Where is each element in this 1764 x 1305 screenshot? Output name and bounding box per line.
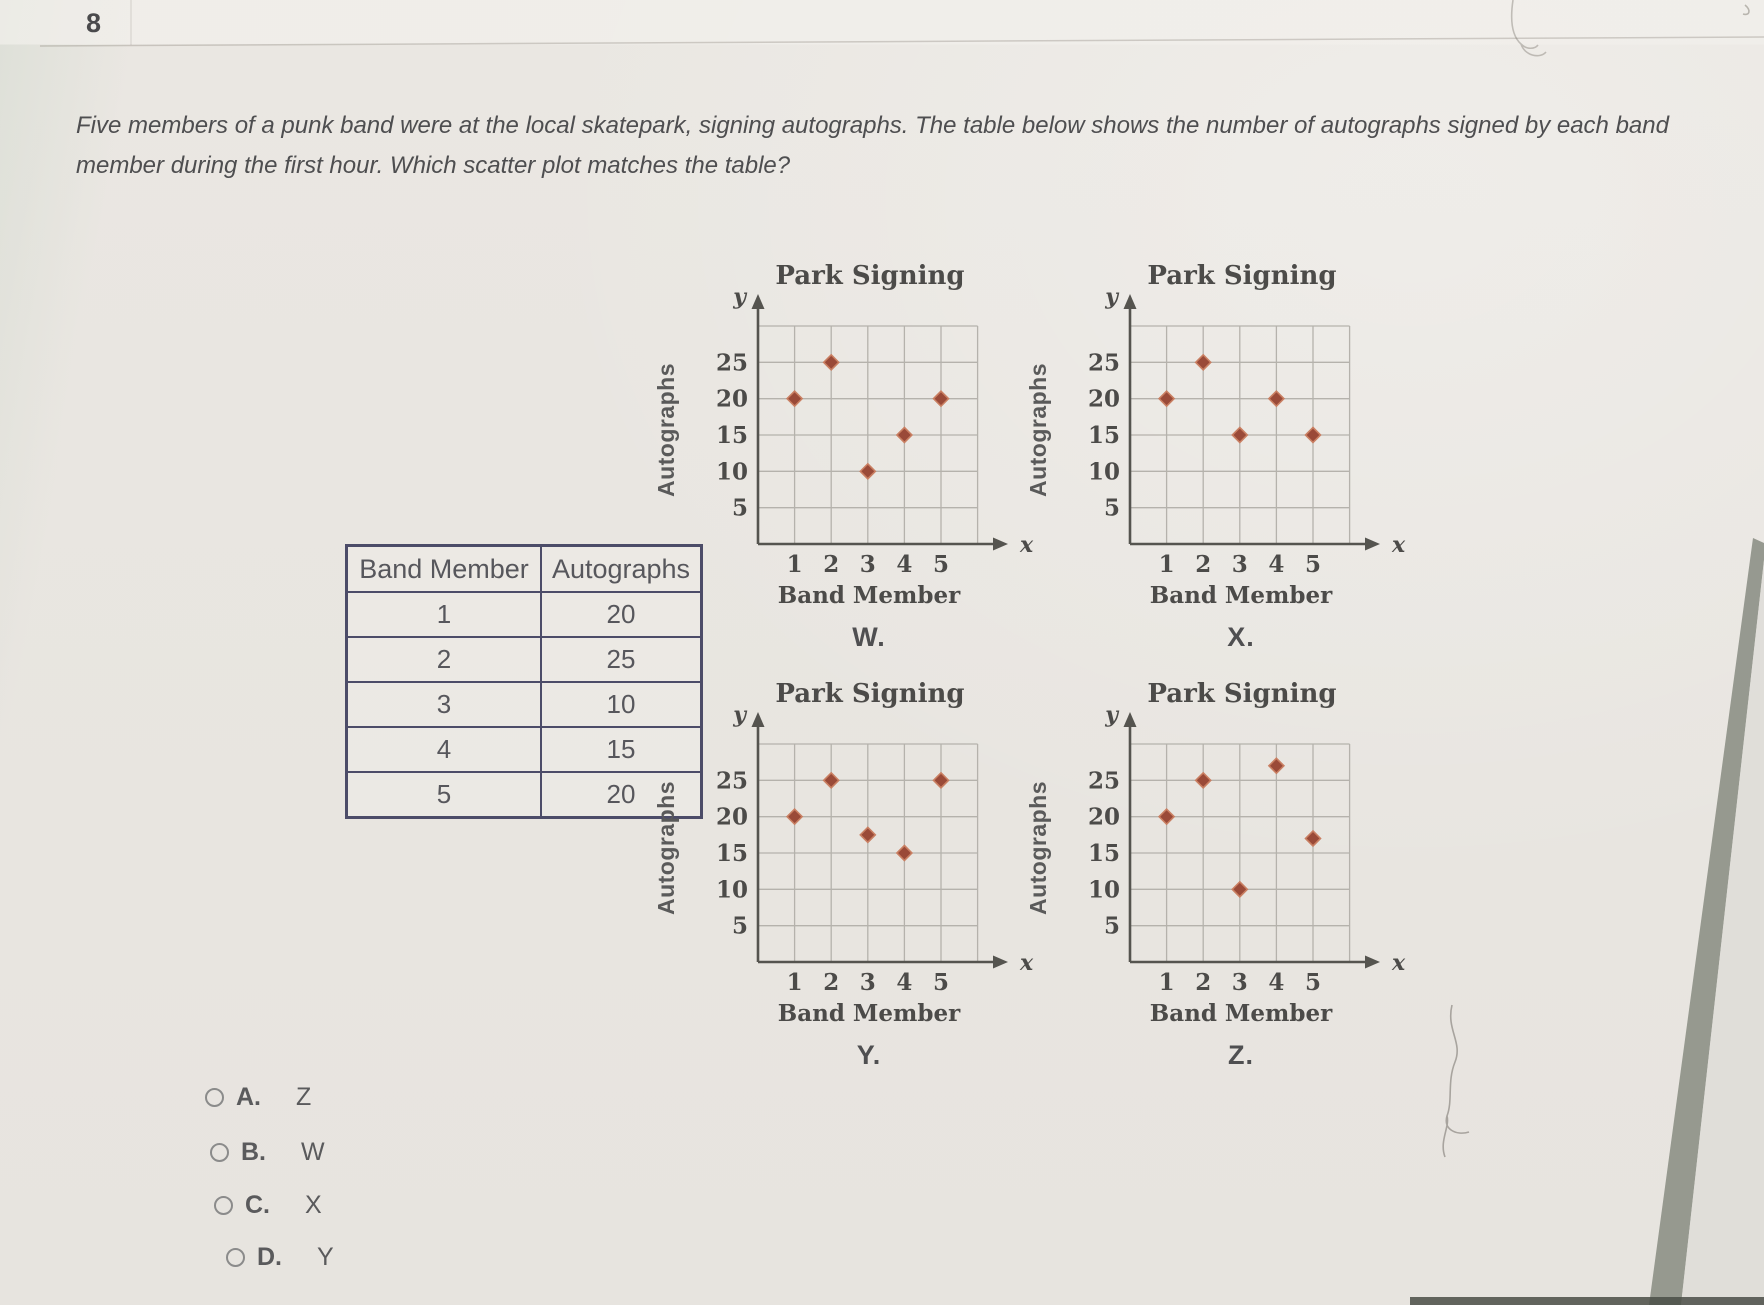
data-point (1159, 809, 1174, 824)
x-axis-label: Band Member (1149, 1000, 1333, 1027)
x-tick-label: 5 (932, 969, 950, 996)
table-header-cell: Band Member (347, 546, 542, 593)
table-cell: 20 (541, 592, 702, 637)
table-cell: 15 (541, 727, 702, 772)
y-tick-label: 20 (1087, 803, 1120, 831)
y-tick-label: 20 (715, 385, 748, 413)
plot-letter-label: X. (1227, 622, 1255, 652)
y-tick-label: 10 (1087, 876, 1120, 904)
y-tick-label: 10 (715, 458, 748, 486)
x-axis-arrow (993, 538, 1008, 551)
x-tick-label: 4 (1268, 969, 1285, 996)
plot-letter-label: Z. (1228, 1040, 1254, 1070)
y-tick-label: 20 (1087, 385, 1120, 413)
table-cell: 5 (347, 772, 542, 818)
answer-option-x[interactable] (214, 1191, 322, 1220)
crease-hook-top-right (1512, 0, 1546, 56)
x-axis-arrow (1365, 538, 1380, 551)
y-tick-label: 5 (731, 912, 748, 940)
y-tick-label: 25 (1087, 349, 1120, 377)
answer-option-y[interactable] (226, 1243, 334, 1272)
x-axis-letter: x (1392, 532, 1406, 558)
x-tick-label: 1 (1158, 969, 1175, 996)
y-tick-label: 10 (715, 876, 748, 904)
plot-letter-label: Y. (856, 1040, 882, 1070)
corner-mark (1743, 5, 1749, 14)
x-tick-label: 3 (859, 551, 876, 578)
plot-title: Park Signing (1147, 679, 1337, 709)
data-point (1269, 391, 1284, 406)
y-axis-arrow (1124, 712, 1137, 727)
x-axis-label: Band Member (1149, 582, 1333, 609)
x-axis-arrow (993, 956, 1008, 969)
table-header-cell: Autographs (541, 546, 702, 593)
y-axis-title: Autographs (653, 362, 679, 498)
y-axis-title: Autographs (1025, 780, 1051, 916)
table-cell: 4 (347, 727, 542, 772)
data-point (1269, 758, 1284, 773)
radio-button[interactable] (205, 1088, 224, 1107)
answer-letter: B. (241, 1138, 266, 1166)
data-point (860, 827, 875, 842)
data-point (1306, 831, 1321, 846)
data-point (934, 773, 949, 788)
data-point (824, 355, 839, 370)
question-text: Five members of a punk band were at the local skatepark, signing autographs. The table below shows the number of autographs signed by each band member during the first hour. Which scatter plot matches the table? (76, 112, 1669, 179)
y-tick-label: 25 (715, 767, 748, 795)
x-axis-letter: x (1020, 532, 1034, 558)
data-point (1159, 391, 1174, 406)
table-cell: 10 (541, 682, 702, 727)
scatter-plot-svg-Z (1012, 666, 1412, 996)
x-tick-label: 1 (786, 969, 803, 996)
answer-option-w[interactable] (210, 1138, 325, 1167)
y-tick-label: 15 (1087, 840, 1120, 867)
x-tick-label: 5 (1304, 551, 1322, 578)
scatter-plot-svg-X (1012, 248, 1412, 578)
plot-title: Park Signing (1147, 261, 1337, 291)
photo-bottom-edge (1410, 1297, 1764, 1305)
answer-value: W (301, 1138, 325, 1166)
y-axis-title: Autographs (1025, 362, 1051, 498)
x-tick-label: 5 (1304, 969, 1322, 996)
x-tick-label: 4 (1268, 551, 1285, 578)
y-axis-letter: y (1105, 702, 1118, 728)
scatter-plot-W (640, 248, 1040, 678)
question-number: 8 (86, 8, 102, 38)
crease-line-top (40, 37, 1764, 46)
table-cell: 2 (347, 637, 542, 682)
x-tick-label: 4 (896, 969, 913, 996)
y-axis-title: Autographs (653, 780, 679, 916)
photo-edge-light (1681, 560, 1764, 1305)
scatter-plot-Z (1012, 666, 1412, 1096)
plot-title: Park Signing (775, 261, 965, 291)
x-tick-label: 3 (859, 969, 876, 996)
y-tick-label: 5 (731, 494, 748, 522)
data-point (897, 846, 912, 861)
answer-letter: D. (257, 1243, 282, 1271)
x-axis-arrow (1365, 956, 1380, 969)
radio-button[interactable] (226, 1248, 245, 1267)
x-axis-letter: x (1020, 950, 1034, 976)
y-tick-label: 5 (1103, 494, 1120, 522)
y-tick-label: 15 (715, 422, 748, 449)
x-tick-label: 3 (1231, 969, 1248, 996)
y-tick-label: 15 (715, 840, 748, 867)
data-point (897, 428, 912, 443)
plot-letter-label: W. (852, 622, 886, 652)
data-point (1232, 882, 1247, 897)
data-point (860, 464, 875, 479)
x-tick-label: 1 (786, 551, 803, 578)
x-axis-letter: x (1392, 950, 1406, 976)
x-tick-label: 1 (1158, 551, 1175, 578)
y-axis-arrow (1124, 294, 1137, 309)
answer-value: Z (296, 1083, 312, 1111)
y-tick-label: 5 (1103, 912, 1120, 940)
scatter-plot-Y (640, 666, 1040, 1096)
data-point (1196, 773, 1211, 788)
y-axis-arrow (752, 294, 765, 309)
data-point (934, 391, 949, 406)
scatter-plot-X (1012, 248, 1412, 678)
table-cell: 25 (541, 637, 702, 682)
x-axis-label: Band Member (777, 1000, 961, 1027)
answer-value: X (305, 1191, 322, 1219)
y-tick-label: 25 (1087, 767, 1120, 795)
y-axis-arrow (752, 712, 765, 727)
scatter-plot-svg-Y (640, 666, 1040, 996)
table-cell: 1 (347, 592, 542, 637)
y-axis-letter: y (1105, 284, 1118, 310)
answer-letter: A. (236, 1083, 261, 1111)
data-point (824, 773, 839, 788)
scatter-plot-svg-W (640, 248, 1040, 578)
radio-button[interactable] (210, 1143, 229, 1162)
photo-edge-band (1649, 538, 1764, 1305)
x-tick-label: 2 (1195, 551, 1212, 578)
y-tick-label: 25 (715, 349, 748, 377)
x-tick-label: 4 (896, 551, 913, 578)
data-point (1232, 428, 1247, 443)
x-tick-label: 2 (1195, 969, 1212, 996)
data-point (787, 809, 802, 824)
data-point (787, 391, 802, 406)
y-tick-label: 10 (1087, 458, 1120, 486)
answer-letter: C. (245, 1191, 270, 1219)
radio-button[interactable] (214, 1196, 233, 1215)
x-tick-label: 5 (932, 551, 950, 578)
x-tick-label: 2 (823, 551, 840, 578)
table-cell: 20 (541, 772, 702, 818)
x-axis-label: Band Member (777, 582, 961, 609)
x-tick-label: 3 (1231, 551, 1248, 578)
data-point (1306, 428, 1321, 443)
y-tick-label: 20 (715, 803, 748, 831)
hair-artifact (1443, 1005, 1469, 1157)
y-axis-letter: y (733, 284, 746, 310)
answer-option-z[interactable] (205, 1083, 311, 1112)
x-tick-label: 2 (823, 969, 840, 996)
data-point (1196, 355, 1211, 370)
table-cell: 3 (347, 682, 542, 727)
y-axis-letter: y (733, 702, 746, 728)
plot-title: Park Signing (775, 679, 965, 709)
answer-value: Y (317, 1243, 334, 1271)
y-tick-label: 15 (1087, 422, 1120, 449)
